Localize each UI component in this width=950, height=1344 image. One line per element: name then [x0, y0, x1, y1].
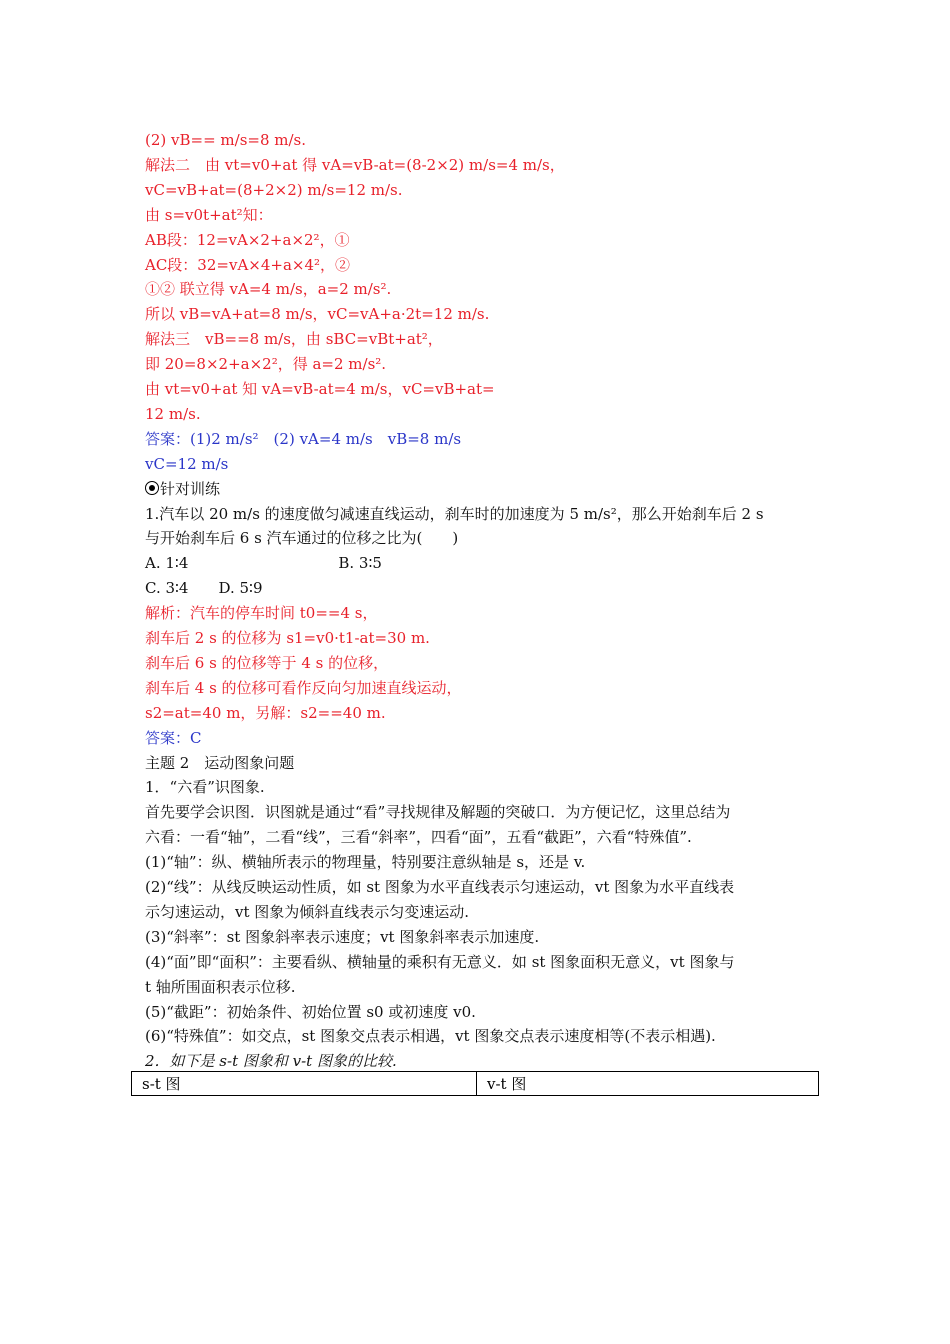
text-line [145, 230, 350, 250]
text-line-content: 与开始刹车后 6 s 汽车通过的位移之比为( ) [145, 529, 459, 548]
text-line [145, 329, 443, 349]
text-line-content: t 轴所围面积表示位移. [145, 977, 296, 996]
text-line-content: 答案：(1)2 m/s² (2) vA=4 m/s vB=8 m/s [145, 429, 462, 448]
text-line-content: (4)“面”即“面积”：主要看纵、横轴量的乘积有无意义．如 st 图象面积无意义，vt 图象与 [145, 952, 735, 971]
text-line [145, 504, 764, 524]
text-line-content: (2) vB== m/s=8 m/s. [145, 131, 307, 149]
text-line [145, 255, 350, 275]
text-line [145, 603, 378, 623]
text-line [145, 703, 386, 723]
text-line-content: AB段：12=vA×2+a×2²，① [145, 230, 350, 249]
text-line-content: A. 1∶4 B. 3∶5 [145, 554, 382, 573]
text-line [145, 728, 201, 748]
text-line-content: s2=at=40 m，另解：s2==40 m. [145, 703, 386, 722]
text-line-content: 2．如下是 s-t 图象和 v-t 图象的比较. [145, 1052, 397, 1071]
text-line [145, 1051, 397, 1071]
text-line [145, 553, 382, 573]
text-line [145, 977, 296, 997]
text-line-content: 答案：C [145, 728, 202, 747]
text-line-content: (3)“斜率”：st 图象斜率表示速度；vt 图象斜率表示加速度. [145, 927, 540, 946]
text-line [145, 479, 220, 499]
text-line-content: vC=12 m/s [145, 454, 229, 473]
text-line [145, 802, 730, 822]
text-line [145, 827, 692, 847]
text-line [145, 628, 430, 648]
text-line-content: 刹车后 4 s 的位移可看作反向匀加速直线运动， [145, 678, 462, 697]
text-line-content: 刹车后 2 s 的位移为 s1=v0·t1-at=30 m. [145, 629, 430, 647]
text-line-content: 12 m/s. [145, 404, 201, 423]
table-header-cell: v-t 图 [477, 1072, 819, 1096]
text-line-content: 针对训练 [160, 479, 221, 498]
text-line-content: 由 vt=v0+at 知 vA=vB-at=4 m/s，vC=vB+at= [145, 380, 495, 398]
text-line-content: vC=vB+at=(8+2×2) m/s=12 m/s. [145, 180, 403, 199]
text-line [145, 454, 228, 474]
text-line-content: 1．“六看”识图象. [145, 778, 265, 797]
text-line-content: 刹车后 6 s 的位移等于 4 s 的位移， [145, 653, 389, 672]
text-line-content: 首先要学会识图．识图就是通过“看”寻找规律及解题的突破口．为方便记忆，这里总结为 [145, 803, 731, 822]
text-line [145, 130, 306, 150]
text-line [145, 902, 469, 922]
text-line-content: AC段：32=vA×4+a×4²，② [145, 255, 351, 274]
comparison-table [131, 1071, 819, 1096]
text-line [145, 653, 388, 673]
text-line [145, 578, 263, 598]
text-line-content: 主题 2 运动图象问题 [145, 753, 295, 772]
text-line [145, 1002, 476, 1022]
text-line [145, 379, 495, 399]
text-line [145, 404, 201, 424]
text-line [145, 180, 403, 200]
text-line [145, 852, 585, 872]
text-line-content: 所以 vB=vA+at=8 m/s，vC=vA+a·2t=12 m/s. [145, 305, 490, 324]
text-line [145, 304, 489, 324]
text-line-content: 由 s=v0t+at²知： [145, 205, 273, 224]
text-line-content: (5)“截距”：初始条件、初始位置 s0 或初速度 v0. [145, 1002, 476, 1021]
text-line [145, 877, 734, 897]
text-line-content: ①② 联立得 vA=4 m/s，a=2 m/s². [145, 280, 392, 299]
text-line-content: 解法三 vB==8 m/s，由 sBC=vBt+at²， [145, 330, 443, 349]
text-line-content: 1.汽车以 20 m/s 的速度做匀减速直线运动，刹车时的加速度为 5 m/s²，那么开始刹车后 2 s [145, 504, 764, 523]
text-line-content: 示匀速运动，vt 图象为倾斜直线表示匀变速运动. [145, 902, 470, 921]
text-line-content: (2)“线”：从线反映运动性质，如 st 图象为水平直线表示匀速运动，vt 图象为水平直线表 [145, 878, 735, 896]
text-line [145, 354, 386, 374]
text-line-content: C. 3∶4 D. 5∶9 [145, 579, 263, 598]
target-bullet-icon [145, 481, 159, 495]
text-line [145, 429, 461, 449]
text-line-content: (1)“轴”：纵、横轴所表示的物理量，特别要注意纵轴是 s，还是 v. [145, 853, 586, 872]
text-line-content: 解析：汽车的停车时间 t0==4 s， [145, 604, 378, 623]
text-line-content: (6)“特殊值”：如交点，st 图象交点表示相遇，vt 图象交点表示速度相等(不表示相遇). [145, 1027, 716, 1046]
text-line [145, 927, 539, 947]
text-line [145, 279, 391, 299]
table-header-cell: s-t 图 [132, 1072, 477, 1096]
text-line-content: 解法二 由 vt=v0+at 得 vA=vB-at=(8-2×2) m/s=4 m/s， [145, 155, 565, 174]
table-header-row [132, 1072, 819, 1096]
text-line [145, 205, 273, 225]
text-line [145, 155, 565, 175]
text-line [145, 952, 734, 972]
text-line [145, 528, 458, 548]
text-line [145, 753, 294, 773]
text-line [145, 1026, 716, 1046]
text-line [145, 678, 462, 698]
text-line-content: 即 20=8×2+a×2²，得 a=2 m/s². [145, 355, 387, 374]
text-line [145, 777, 265, 797]
text-line-content: 六看：一看“轴”，二看“线”，三看“斜率”，四看“面”，五看“截距”，六看“特殊值”. [145, 828, 692, 847]
